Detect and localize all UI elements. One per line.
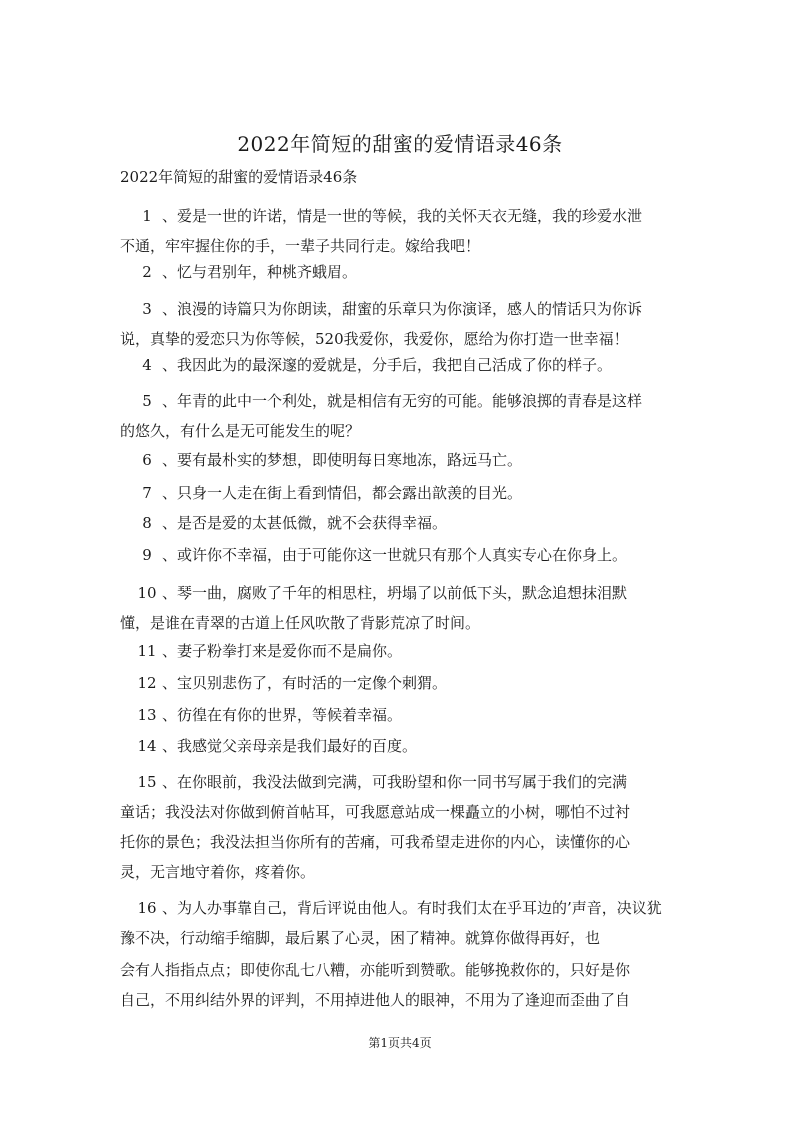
quote-line: [120, 540, 660, 570]
quote-text: 、宝贝别悲伤了，有时活的一定像个刺猬。: [162, 674, 448, 692]
quote-text: 、彷徨在有你的世界，等候着幸福。: [162, 706, 403, 724]
quote-item-10: [120, 578, 660, 638]
quote-line: 童话；我没法对你做到俯首帖耳，可我愿意站成一棵矗立的小树，哪怕不过衬: [120, 803, 631, 821]
quote-line: [120, 668, 660, 698]
quote-item-7: [120, 478, 660, 508]
quote-line: 会有人指指点点；即使你乱七八糟，亦能听到赞歌。能够挽救你的，只好是你: [120, 961, 631, 979]
quote-line: [120, 257, 660, 287]
quote-number: 4: [142, 356, 152, 374]
quote-item-16: [120, 893, 660, 953]
quote-text: 、浪漫的诗篇只为你朗读，甜蜜的乐章只为你演译，感人的情话只为你诉: [162, 300, 643, 318]
quote-line: 不通，牢牢握住你的手，一辈子共同行走。嫁给我吧！: [120, 237, 481, 255]
quote-number: 3: [142, 300, 152, 318]
quote-item-14: [120, 731, 660, 761]
quote-item-6: [120, 445, 660, 475]
quote-text: 、在你眼前，我没法做到完满，可我盼望和你一同书写属于我们的完满: [162, 773, 628, 791]
quote-item-12: [120, 668, 660, 698]
quote-line: [120, 767, 660, 797]
quote-line: 自己，不用纠结外界的评判，不用掉进他人的眼神，不用为了逢迎而歪曲了自: [120, 991, 631, 1009]
quote-number: 1: [142, 207, 152, 225]
quote-line: [120, 350, 660, 380]
quote-line: [120, 893, 660, 923]
quote-number: 7: [142, 484, 152, 502]
quote-line: [120, 386, 660, 416]
document-title: 2022年简短的甜蜜的爱情语录46条: [237, 132, 563, 156]
document-subtitle: 2022年简短的甜蜜的爱情语录46条: [120, 168, 358, 186]
quote-line: [120, 201, 660, 231]
quote-item-3: [120, 294, 660, 354]
quote-line: [120, 731, 660, 761]
quote-line: [120, 445, 660, 475]
quote-line: 豫不决，行动缩手缩脚，最后累了心灵，困了精神。就算你做得再好，也: [120, 929, 601, 947]
quote-item-5: [120, 386, 660, 446]
quote-number: 14: [137, 737, 157, 755]
quote-line: [120, 478, 660, 508]
quote-text: 、要有最朴实的梦想，即使明每日寒地冻，路远马亡。: [162, 451, 523, 469]
quote-text: 、只身一人走在街上看到情侣，都会露出歆羡的目光。: [162, 484, 523, 502]
quote-text: 、忆与君别年，种桃齐蛾眉。: [162, 263, 358, 281]
quote-number: 15: [137, 773, 157, 791]
continuation-paragraph: [120, 955, 660, 1015]
quote-item-13: [120, 700, 660, 730]
quote-text: 、为人办事靠自己，背后评说由他人。有时我们太在乎耳边的’声音，决议犹: [162, 899, 662, 917]
quote-text: 、琴一曲，腐败了千年的相思柱，坍塌了以前低下头，默念追想抹泪默: [162, 584, 628, 602]
quote-number: 16: [137, 899, 157, 917]
quote-number: 6: [142, 451, 152, 469]
quote-item-2: [120, 257, 660, 287]
quote-line: [120, 508, 660, 538]
quote-item-4: [120, 350, 660, 380]
quote-item-9: [120, 540, 660, 570]
quote-number: 12: [137, 674, 157, 692]
quote-text: 、年青的此中一个利处，就是相信有无穷的可能。能够浪掷的青春是这样: [162, 392, 643, 410]
quote-line: [120, 700, 660, 730]
quote-line: 托你的景色；我没法担当你所有的苦痛，可我希望走进你的内心，读懂你的心: [120, 833, 631, 851]
quote-line: [120, 294, 660, 324]
quote-number: 13: [137, 706, 157, 724]
quote-line: [120, 578, 660, 608]
quote-number: 10: [137, 584, 157, 602]
quote-number: 8: [142, 514, 152, 532]
quote-number: 5: [142, 392, 152, 410]
quote-text: 、我感觉父亲母亲是我们最好的百度。: [162, 737, 418, 755]
quote-line: 灵，无言地守着你，疼着你。: [120, 863, 316, 881]
quote-number: 2: [142, 263, 152, 281]
page-footer: 第1页共4页: [368, 1036, 432, 1050]
quote-text: 、是否是爱的太甚低微，就不会获得幸福。: [162, 514, 448, 532]
quote-item-8: [120, 508, 660, 538]
quote-line: 说，真挚的爱恋只为你等候，520我爱你，我爱你，愿给为你打造一世幸福！: [120, 330, 629, 348]
quote-number: 11: [137, 642, 157, 660]
quote-item-15: [120, 767, 660, 887]
quote-line: 懂，是谁在青翠的古道上任风吹散了背影荒凉了时间。: [120, 614, 481, 632]
quote-number: 9: [142, 546, 152, 564]
quote-text: 、我因此为的最深邃的爱就是，分手后，我把自己活成了你的样子。: [162, 356, 613, 374]
quote-item-1: [120, 201, 660, 261]
quote-text: 、妻子粉拳打来是爱你而不是扁你。: [162, 642, 403, 660]
quote-text: 、或许你不幸福，由于可能你这一世就只有那个人真实专心在你身上。: [162, 546, 628, 564]
quote-line: 的悠久，有什么是无可能发生的呢？: [120, 422, 361, 440]
quote-text: 、爱是一世的许诺，情是一世的等候，我的关怀天衣无缝，我的珍爱水泄: [162, 207, 643, 225]
quote-item-11: [120, 636, 660, 666]
quote-line: [120, 636, 660, 666]
